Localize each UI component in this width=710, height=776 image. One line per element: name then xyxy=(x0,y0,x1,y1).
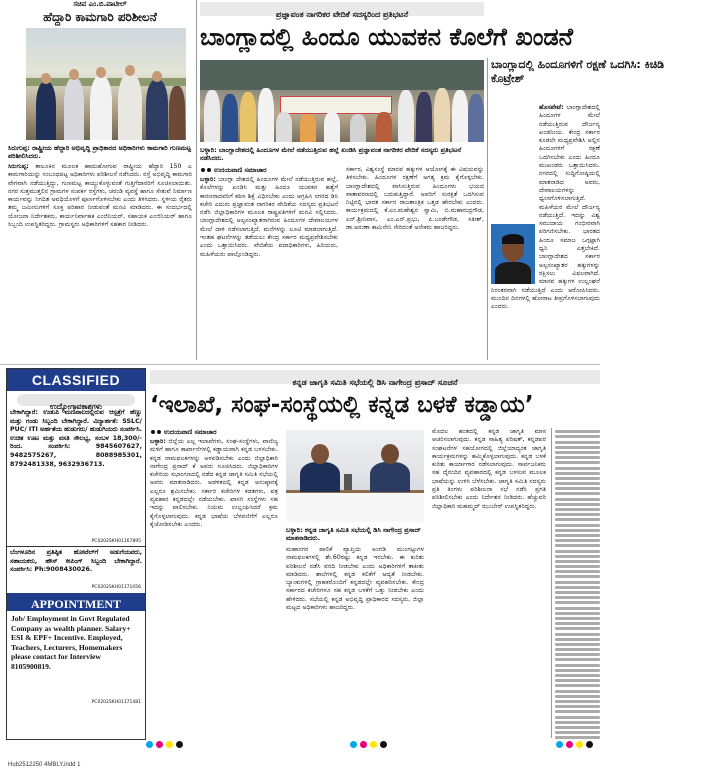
appointment-header: APPOINTMENT xyxy=(7,593,145,611)
protest-photo xyxy=(200,60,484,142)
headline: ಬಾಂಗ್ಲಾದಲ್ಲಿ ಹಿಂದೂಗಳಿಗೆ ರಕ್ಷಣೆ ಒದಗಿಸಿ: ಕಿಚಿಡಿ ಕೊಟ್ರೇಶ್ xyxy=(491,58,665,85)
ad-code: PC0202SKH01171481 xyxy=(91,700,141,705)
kicker: ಸಚಿವ ಎಂ.ಬಿ.ಪಾಟೀಲ್ xyxy=(73,0,127,8)
ad-code: PC0202SKH01171056 xyxy=(91,585,141,590)
print-file-label: Hub2512250 4MBLY.indd 1 xyxy=(8,762,81,768)
registration-cyan xyxy=(350,741,357,748)
adjacent-article-fragment xyxy=(555,428,600,738)
kicker: ಕನ್ನಡ ಜಾಗೃತಿ ಸಮಿತಿ ಸಭೆಯಲ್ಲಿ ಡಿಸಿ ನಾಗೇಂದ್ರ ಪ್ರಸಾದ್ ಸೂಚನೆ xyxy=(150,370,600,384)
registration-magenta xyxy=(360,741,367,748)
registration-yellow xyxy=(370,741,377,748)
registration-cyan xyxy=(146,741,153,748)
article-road-inspection xyxy=(8,0,192,362)
jobs-section-label: ಉದ್ಯೋಗಾವಕಾಶಗಳು xyxy=(17,394,135,406)
classified-header: CLASSIFIED xyxy=(7,369,145,391)
registration-yellow xyxy=(576,741,583,748)
dateline: ಬಳ್ಳಾರಿ: xyxy=(200,176,216,183)
registration-black xyxy=(176,741,183,748)
dateline: ಬಳ್ಳಾರಿ: xyxy=(150,438,166,445)
headline: ಹೆದ್ದಾರಿ ಕಾಮಗಾರಿ ಪರಿಶೀಲನೆ xyxy=(43,10,157,24)
article-body-col3: ಮೊದಲ ಹಂತದಲ್ಲಿ ಕನ್ನಡ ಜಾಗೃತಿ ಮಾಸ ಆಚರಿಸಲಾಗುವುದು. ಕನ್ನಡ ಸಾಹಿತ್ಯ ಪರಿಷತ್, ಕನ್ನಡಪರ ಸಂಘಟನೆಗಳ ಸಹಯೋಗದಲ್ಲಿ ಜಿಲ್ಲೆಯಾದ್ಯಂತ ಜಾಗೃತಿ ಕಾರ್ಯಕ್ರಮಗಳನ್ನು ಹಮ್ಮಿಕೊಳ್ಳಲಾಗುವುದು. ಕನ್ನಡ ಬಳಕೆ ಕುರಿತು ಕಾರ್ಯಾಗಾರ ನಡೆಸಲಾಗುವುದು. ಸಾರ್ವಜನಿಕರು ಸಹ ದೈನಂದಿನ ವ್ಯವಹಾರದಲ್ಲಿ ಕನ್ನಡ ಬಳಸುವ ಮೂಲಕ ಭಾಷೆಯನ್ನು ಉಳಿಸಿ ಬೆಳೆಸಬೇಕು. ಜಾಗೃತಿ ಸಮಿತಿ ಸದಸ್ಯರು ಪ್ರತಿ ತಿಂಗಳು ಪರಿಶೀಲನಾ ಸಭೆ ನಡೆಸಿ ಪ್ರಗತಿ ಪರಿಶೀಲಿಸಬೇಕು ಎಂದು ನಿರ್ದೇಶನ ನೀಡಿದರು. ಹೆಚ್ಚುವರಿ ಜಿಲ್ಲಾಧಿಕಾರಿ ಮಹಮ್ಮದ್ ಝುಬೇರ್ ಉಪಸ್ಥಿತರಿದ್ದರು. xyxy=(432,428,546,510)
registration-yellow xyxy=(166,741,173,748)
photo-caption: ಸಿರುಗುಪ್ಪ: ರಾಷ್ಟ್ರೀಯ ಹೆದ್ದಾರಿ ಅಭಿವೃದ್ಧಿ ಪ್ರಾಧಿಕಾರದ ಅಧಿಕಾರಿಗಳು ಕಾಮಗಾರಿ ಗುಣಮಟ್ಟ ಪರಿಶೀಲಿಸಿದರು. xyxy=(8,144,192,161)
dateline: ಸಿರುಗುಪ್ಪ: xyxy=(8,163,29,170)
kicker: ಪ್ರಜ್ಞಾವಂತ ನಾಗರಿಕರ ವೇದಿಕೆ ಸದಸ್ಯರಿಂದ ಪ್ರತಿಭಟನೆ xyxy=(200,2,484,16)
photo-caption: ಬಳ್ಳಾರಿ: ಬಾಂಗ್ಲಾದೇಶದಲ್ಲಿ ಹಿಂದೂಗಳ ಮೇಲೆ ನಡೆಯುತ್ತಿರುವ ಹಲ್ಲೆ ಖಂಡಿಸಿ ಪ್ರಜ್ಞಾವಂತ ನಾಗರಿಕರ ವೇದಿಕೆ ಸದಸ್ಯರು ಪ್ರತಿಭಟನೆ ನಡೆಸಿದರು. xyxy=(200,146,462,163)
ad-code: PC0202SKH01167895 xyxy=(91,539,141,544)
article-body-col1: ಬಾಂಗ್ಲಾ ದೇಶದಲ್ಲಿ ಹಿಂದೂಗಳ ಮೇಲೆ ನಡೆಯುತ್ತಿರುವ ಹಲ್ಲೆ, ಕೊಲೆಗಳನ್ನು ಖಂಡಿಸಿ ಮತ್ತು ಹಿಂದೂ ಯುವಕನ ಹತ್ಯೆಗೆ ಕಾರಣರಾದವರಿಗೆ ಕಠಿಣ ಶಿಕ್ಷೆ ವಿಧಿಸಬೇಕು ಎಂದು ಆಗ್ರಹಿಸಿ ನಗರದ ಡಿಸಿ ಕಚೇರಿ ಎದುರು ಪ್ರಜ್ಞಾವಂತ ನಾಗರಿಕರ ವೇದಿಕೆಯ ಸದಸ್ಯರು ಪ್ರತಿಭಟನೆ ನಡೆಸಿ ಜಿಲ್ಲಾಧಿಕಾರಿಗಳ ಮೂಲಕ ರಾಷ್ಟ್ರಪತಿಗಳಿಗೆ ಮನವಿ ಸಲ್ಲಿಸಿದರು. ಬಾಂಗ್ಲಾದೇಶದಲ್ಲಿ ಅಲ್ಪಸಂಖ್ಯಾತರಾಗಿರುವ ಹಿಂದೂಗಳ ದೇವಾಲಯಗಳ ಮೇಲೆ ದಾಳಿ ನಡೆಸಲಾಗುತ್ತಿದೆ. ಮನೆಗಳನ್ನು ಲೂಟಿ ಮಾಡಲಾಗುತ್ತಿದೆ. ಇಂತಹ ಘಟನೆಗಳನ್ನು ತಡೆಯಲು ಕೇಂದ್ರ ಸರ್ಕಾರ ಮಧ್ಯಪ್ರವೇಶಿಸಬೇಕು ಎಂದು ಒತ್ತಾಯಿಸಿದರು. ವೇದಿಕೆಯ ಪದಾಧಿಕಾರಿಗಳು, ಹಿರಿಯರು, ಮಹಿಳೆಯರು ಪಾಲ್ಗೊಂಡಿದ್ದರು. xyxy=(200,176,339,258)
appointment-ad: Job/ Employment in Govt Regulated Company as wealth planner. Salary+ ESI & EPF+ Incentive. Employed, Teachers, Lecturers, Homemakers please contact for Interview 8105900819. xyxy=(11,614,131,671)
article-body-col2: ಮಹಾನಗರ ಪಾಲಿಕೆ ವ್ಯಾಪ್ತಿಯ ಅಂಗಡಿ ಮುಂಗಟ್ಟುಗಳ ನಾಮಫಲಕಗಳಲ್ಲಿ ಶೇ.60ರಷ್ಟು ಕನ್ನಡ ಇರಬೇಕು. ಈ ಕುರಿತು ಪರಿಶೀಲನೆ ನಡೆಸಿ ವರದಿ ನೀಡಬೇಕು ಎಂದು ಅಧಿಕಾರಿಗಳಿಗೆ ತಾಕೀತು ಮಾಡಿದರು. ಶಾಲೆಗಳಲ್ಲಿ ಕನ್ನಡ ಕಲಿಕೆಗೆ ಆದ್ಯತೆ ನೀಡಬೇಕು. ಬ್ಯಾಂಕುಗಳಲ್ಲಿ ಗ್ರಾಹಕರೊಂದಿಗೆ ಕನ್ನಡದಲ್ಲೇ ವ್ಯವಹರಿಸಬೇಕು. ಕೇಂದ್ರ ಸರ್ಕಾರದ ಕಚೇರಿಗಳೂ ಸಹ ಕನ್ನಡ ಬಳಕೆಗೆ ಒತ್ತು ನೀಡಬೇಕು ಎಂದು ಹೇಳಿದರು. ಸಭೆಯಲ್ಲಿ ಕನ್ನಡ ಅಭಿವೃದ್ಧಿ ಪ್ರಾಧಿಕಾರದ ಸದಸ್ಯರು, ಜಿಲ್ಲಾ ಮಟ್ಟದ ಅಧಿಕಾರಿಗಳು ಹಾಜರಿದ್ದರು. xyxy=(286,546,424,612)
registration-cyan xyxy=(556,741,563,748)
article-kichidi-kotresh xyxy=(491,58,665,362)
portrait-photo xyxy=(491,224,535,284)
dateline: ಹೊಸಪೇಟೆ: xyxy=(539,104,564,111)
classified-column xyxy=(6,368,146,740)
registration-black xyxy=(586,741,593,748)
headline: ಬಾಂಗ್ಲಾದಲ್ಲಿ ಹಿಂದೂ ಯುವಕನ ಕೊಲೆಗೆ ಖಂಡನೆ xyxy=(200,23,573,51)
article-kannada-usage xyxy=(150,368,600,740)
registration-magenta xyxy=(566,741,573,748)
classified-ad-hotel: ಬೆಂಗಳೂರಿನ ಪ್ರತಿಷ್ಠಿತ ಹೋಟೆಲ್‌ಗೆ ಅಡುಗೆಯವರು, ಸಹಾಯಕರು, ಹೌಸ್ ಕೀಪಿಂಗ್ ಸಿಬ್ಬಂದಿ ಬೇಕಾಗಿದ್ದಾರೆ. ಸಂಪರ್ಕಿಸಿ: Ph:9008430026. xyxy=(10,549,142,574)
byline: ಉದಯವಾಣಿ ಸಮಾಚಾರ xyxy=(164,428,217,436)
registration-black xyxy=(380,741,387,748)
meeting-photo xyxy=(286,430,424,522)
byline: ಉದಯವಾಣಿ ಸಮಾಚಾರ xyxy=(214,166,267,174)
inspection-photo xyxy=(26,28,186,140)
headline: ‘ಇಲಾಖೆ, ಸಂಘ-ಸಂಸ್ಥೆಯಲ್ಲಿ ಕನ್ನಡ ಬಳಕೆ ಕಡ್ಡಾಯ’ xyxy=(150,392,534,418)
photo-caption: ಬಳ್ಳಾರಿ: ಕನ್ನಡ ಜಾಗೃತಿ ಸಮಿತಿ ಸಭೆಯಲ್ಲಿ ಡಿಸಿ ನಾಗೇಂದ್ರ ಪ್ರಸಾದ್ ಮಾತನಾಡಿದರು. xyxy=(286,526,421,543)
article-body-col2: ಸರ್ಕಾರ, ವಿಶ್ವಸಂಸ್ಥೆ ಮಾನವ ಹಕ್ಕುಗಳ ಆಯೋಗಕ್ಕೆ ಈ ವಿಷಯವನ್ನು ತಿಳಿಸಬೇಕು. ಹಿಂದೂಗಳ ರಕ್ಷಣೆಗೆ ಅಗತ್ಯ ಕ್ರಮ ಕೈಗೊಳ್ಳಬೇಕು. ಬಾಂಗ್ಲಾದೇಶದಲ್ಲಿ ವಾಸಿಸುತ್ತಿರುವ ಹಿಂದೂಗಳು ಭಯದ ವಾತಾವರಣದಲ್ಲಿ ಬದುಕುತ್ತಿದ್ದಾರೆ. ಅವರಿಗೆ ಸುರಕ್ಷತೆ ಒದಗಿಸುವ ನಿಟ್ಟಿನಲ್ಲಿ ಭಾರತ ಸರ್ಕಾರ ರಾಜತಾಂತ್ರಿಕ ಒತ್ತಡ ಹೇರಬೇಕು ಎಂದರು. ಕಾರ್ಯಕ್ರಮದಲ್ಲಿ ಕೆ.ಎಂ.ಮಹೇಶ್ವರ ಸ್ವಾಮಿ, ಬಿ.ಮಹಾರುದ್ರಗೌಡ, ಎನ್.ಶ್ರೀನಿವಾಸ, ಎಂ.ಎನ್.ಪ್ರಭು, ಪಿ.ಬಂಡೇಗೌಡ, ಸತೀಶ್, ಡಾ.ಅರುಣಾ ಕಾಮಿನೇನಿ ಸೇರಿದಂತೆ ಅನೇಕರು ಹಾಜರಿದ್ದರು. xyxy=(346,166,484,232)
article-body: ಬಾಂಗ್ಲಾದೇಶದಲ್ಲಿ ಹಿಂದೂಗಳ ಮೇಲೆ ನಡೆಯುತ್ತಿರುವ ದೌರ್ಜನ್ಯ ಖಂಡನೀಯ. ಕೇಂದ್ರ ಸರ್ಕಾರ ಕೂಡಲೇ ಮಧ್ಯಪ್ರವೇಶಿಸಿ ಅಲ್ಲಿನ ಹಿಂದೂಗಳಿಗೆ ರಕ್ಷಣೆ ಒದಗಿಸಬೇಕು ಎಂದು ಹಿಂದೂ ಮುಖಂಡರು ಒತ್ತಾಯಿಸಿದರು. ನಗರದಲ್ಲಿ ಸುದ್ದಿಗೋಷ್ಠಿಯಲ್ಲಿ ಮಾತನಾಡಿದ ಅವರು, ದೇವಾಲಯಗಳನ್ನು ಧ್ವಂಸಗೊಳಿಸಲಾಗುತ್ತಿದೆ. ಮಹಿಳೆಯರ ಮೇಲೆ ದೌರ್ಜನ್ಯ ನಡೆಯುತ್ತಿದೆ. ಇದನ್ನು ವಿಶ್ವ ಸಮುದಾಯ ಗಂಭೀರವಾಗಿ ಪರಿಗಣಿಸಬೇಕು. ಭಾರತದ ಹಿಂದೂ ಸಮಾಜ ಒಗ್ಗಟ್ಟಾಗಿ ಧ್ವನಿ ಎತ್ತಬೇಕಿದೆ. ಬಾಂಗ್ಲಾದೇಶದ ಸರ್ಕಾರ ಅಲ್ಪಸಂಖ್ಯಾತರ ಹಕ್ಕುಗಳನ್ನು ರಕ್ಷಿಸಲು ವಿಫಲವಾಗಿದೆ. ಮಾನವ ಹಕ್ಕುಗಳ ಉಲ್ಲಂಘನೆ ನಿರಂತರವಾಗಿ ನಡೆಯುತ್ತಿದೆ ಎಂದು ಆರೋಪಿಸಿದರು. ಮುಂದಿನ ದಿನಗಳಲ್ಲಿ ಹೋರಾಟ ತೀವ್ರಗೊಳಿಸಲಾಗುವುದು ಎಂದರು. xyxy=(491,104,600,311)
article-body: ತಾಲೂಕಿನ ಮೂಲಕ ಹಾದುಹೋಗುವ ರಾಷ್ಟ್ರೀಯ ಹೆದ್ದಾರಿ 150 ಎ ಕಾಮಗಾರಿಯನ್ನು ಸಂಬಂಧಪಟ್ಟ ಅಧಿಕಾರಿಗಳು ಪರಿಶೀಲನೆ ನಡೆಸಿದರು. ರಸ್ತೆ ಅಭಿವೃದ್ಧಿ ಕಾಮಗಾರಿ ವೇಗವಾಗಿ ನಡೆಯುತ್ತಿದ್ದು, ಗುಣಮಟ್ಟ ಕಾಯ್ದುಕೊಳ್ಳುವಂತೆ ಗುತ್ತಿಗೆದಾರರಿಗೆ ಸೂಚಿಸಲಾಯಿತು. ನಗರ ಸುತ್ತಮುತ್ತಲಿನ ಗ್ರಾಮಗಳ ಸಂಪರ್ಕ ರಸ್ತೆಗಳು, ಚರಂಡಿ ವ್ಯವಸ್ಥೆ ಹಾಗೂ ಸೇತುವೆ ನಿರ್ಮಾಣ ಕಾರ್ಯವನ್ನು ನಿಗದಿತ ಅವಧಿಯೊಳಗೆ ಪೂರ್ಣಗೊಳಿಸಬೇಕು ಎಂದು ತಿಳಿಸಿದರು. ಸ್ಥಳೀಯ ರೈತರು ತಮ್ಮ ಜಮೀನುಗಳಿಗೆ ಸೂಕ್ತ ಪರಿಹಾರ ನೀಡುವಂತೆ ಮನವಿ ಮಾಡಿದರು. ಈ ಸಂದರ್ಭದಲ್ಲಿ ಯೋಜನಾ ನಿರ್ದೇಶಕರು, ಕಾರ್ಯನಿರ್ವಾಹಕ ಎಂಜಿನಿಯರ್, ಸಹಾಯಕ ಎಂಜಿನಿಯರ್ ಹಾಗೂ ಸಿಬ್ಬಂದಿ ಉಪಸ್ಥಿತರಿದ್ದರು. ಗ್ರಾಮಸ್ಥರು ಅಧಿಕಾರಿಗಳಿಗೆ ಸಹಕಾರ ನೀಡಿದರು. xyxy=(8,163,192,229)
article-body-col1: ಜಿಲ್ಲೆಯ ಎಲ್ಲ ಇಲಾಖೆಗಳು, ಸಂಘ-ಸಂಸ್ಥೆಗಳು, ವಾಣಿಜ್ಯ ಮಳಿಗೆ ಹಾಗೂ ಕಾರ್ಖಾನೆಗಳಲ್ಲಿ ಕಡ್ಡಾಯವಾಗಿ ಕನ್ನಡ ಬಳಸಬೇಕು. ಕನ್ನಡ ನಾಮಫಲಕಗಳನ್ನು ಅಳವಡಿಸಬೇಕು ಎಂದು ಜಿಲ್ಲಾಧಿಕಾರಿ ನಾಗೇಂದ್ರ ಪ್ರಸಾದ್ ಕೆ ಅವರು ಸೂಚಿಸಿದರು. ಜಿಲ್ಲಾಧಿಕಾರಿಗಳ ಕಚೇರಿಯ ಸಭಾಂಗಣದಲ್ಲಿ ನಡೆದ ಕನ್ನಡ ಜಾಗೃತಿ ಸಮಿತಿ ಸಭೆಯಲ್ಲಿ ಅವರು ಮಾತನಾಡಿದರು. ಆಡಳಿತದಲ್ಲಿ ಕನ್ನಡ ಅನುಷ್ಠಾನಕ್ಕೆ ಎಲ್ಲರೂ ಶ್ರಮಿಸಬೇಕು. ಸರ್ಕಾರಿ ಕಚೇರಿಗಳ ಕಡತಗಳು, ಪತ್ರ ವ್ಯವಹಾರ ಕನ್ನಡದಲ್ಲೇ ನಡೆಯಬೇಕು. ಖಾಸಗಿ ಸಂಸ್ಥೆಗಳು ಸಹ ಇದನ್ನು ಪಾಲಿಸಬೇಕು. ನಿಯಮ ಉಲ್ಲಂಘಿಸಿದರೆ ಕ್ರಮ ಕೈಗೊಳ್ಳಲಾಗುವುದು. ಕನ್ನಡ ಭಾಷೆಯ ಬೆಳವಣಿಗೆಗೆ ಎಲ್ಲರೂ ಕೈಜೋಡಿಸಬೇಕು ಎಂದರು. xyxy=(150,438,278,528)
classified-ad-hospital: ಬೇಕಾಗಿದ್ದಾರೆ: ಉಡುಪಿ ಮಣಿಪಾಲದಲ್ಲಿರುವ ಆಸ್ಪತ್ರೆಗೆ ಹೆಣ್ಣು ಮತ್ತು ಗಂಡು ಸಿಬ್ಬಂದಿ ಬೇಕಾಗಿದ್ದಾರೆ. ವಿದ್ಯಾರ್ಹತೆ: SSLC/ PUC/ ITI ಅರ್ಹತೆಯ ಹುಡುಗರು/ ಹುಡುಗಿಯರು ಸಂಪರ್ಕಿಸಿ. ಉಚಿತ ಊಟ ಮತ್ತು ವಸತಿ ಸೌಲಭ್ಯ, ಸಂಬಳ 18,300/- ರಿಂದ. ಸಂಪರ್ಕಿಸಿ: 9845607627, 9482575267, 8088985301, 8792481338, 9632936713. xyxy=(10,409,142,468)
registration-magenta xyxy=(156,741,163,748)
